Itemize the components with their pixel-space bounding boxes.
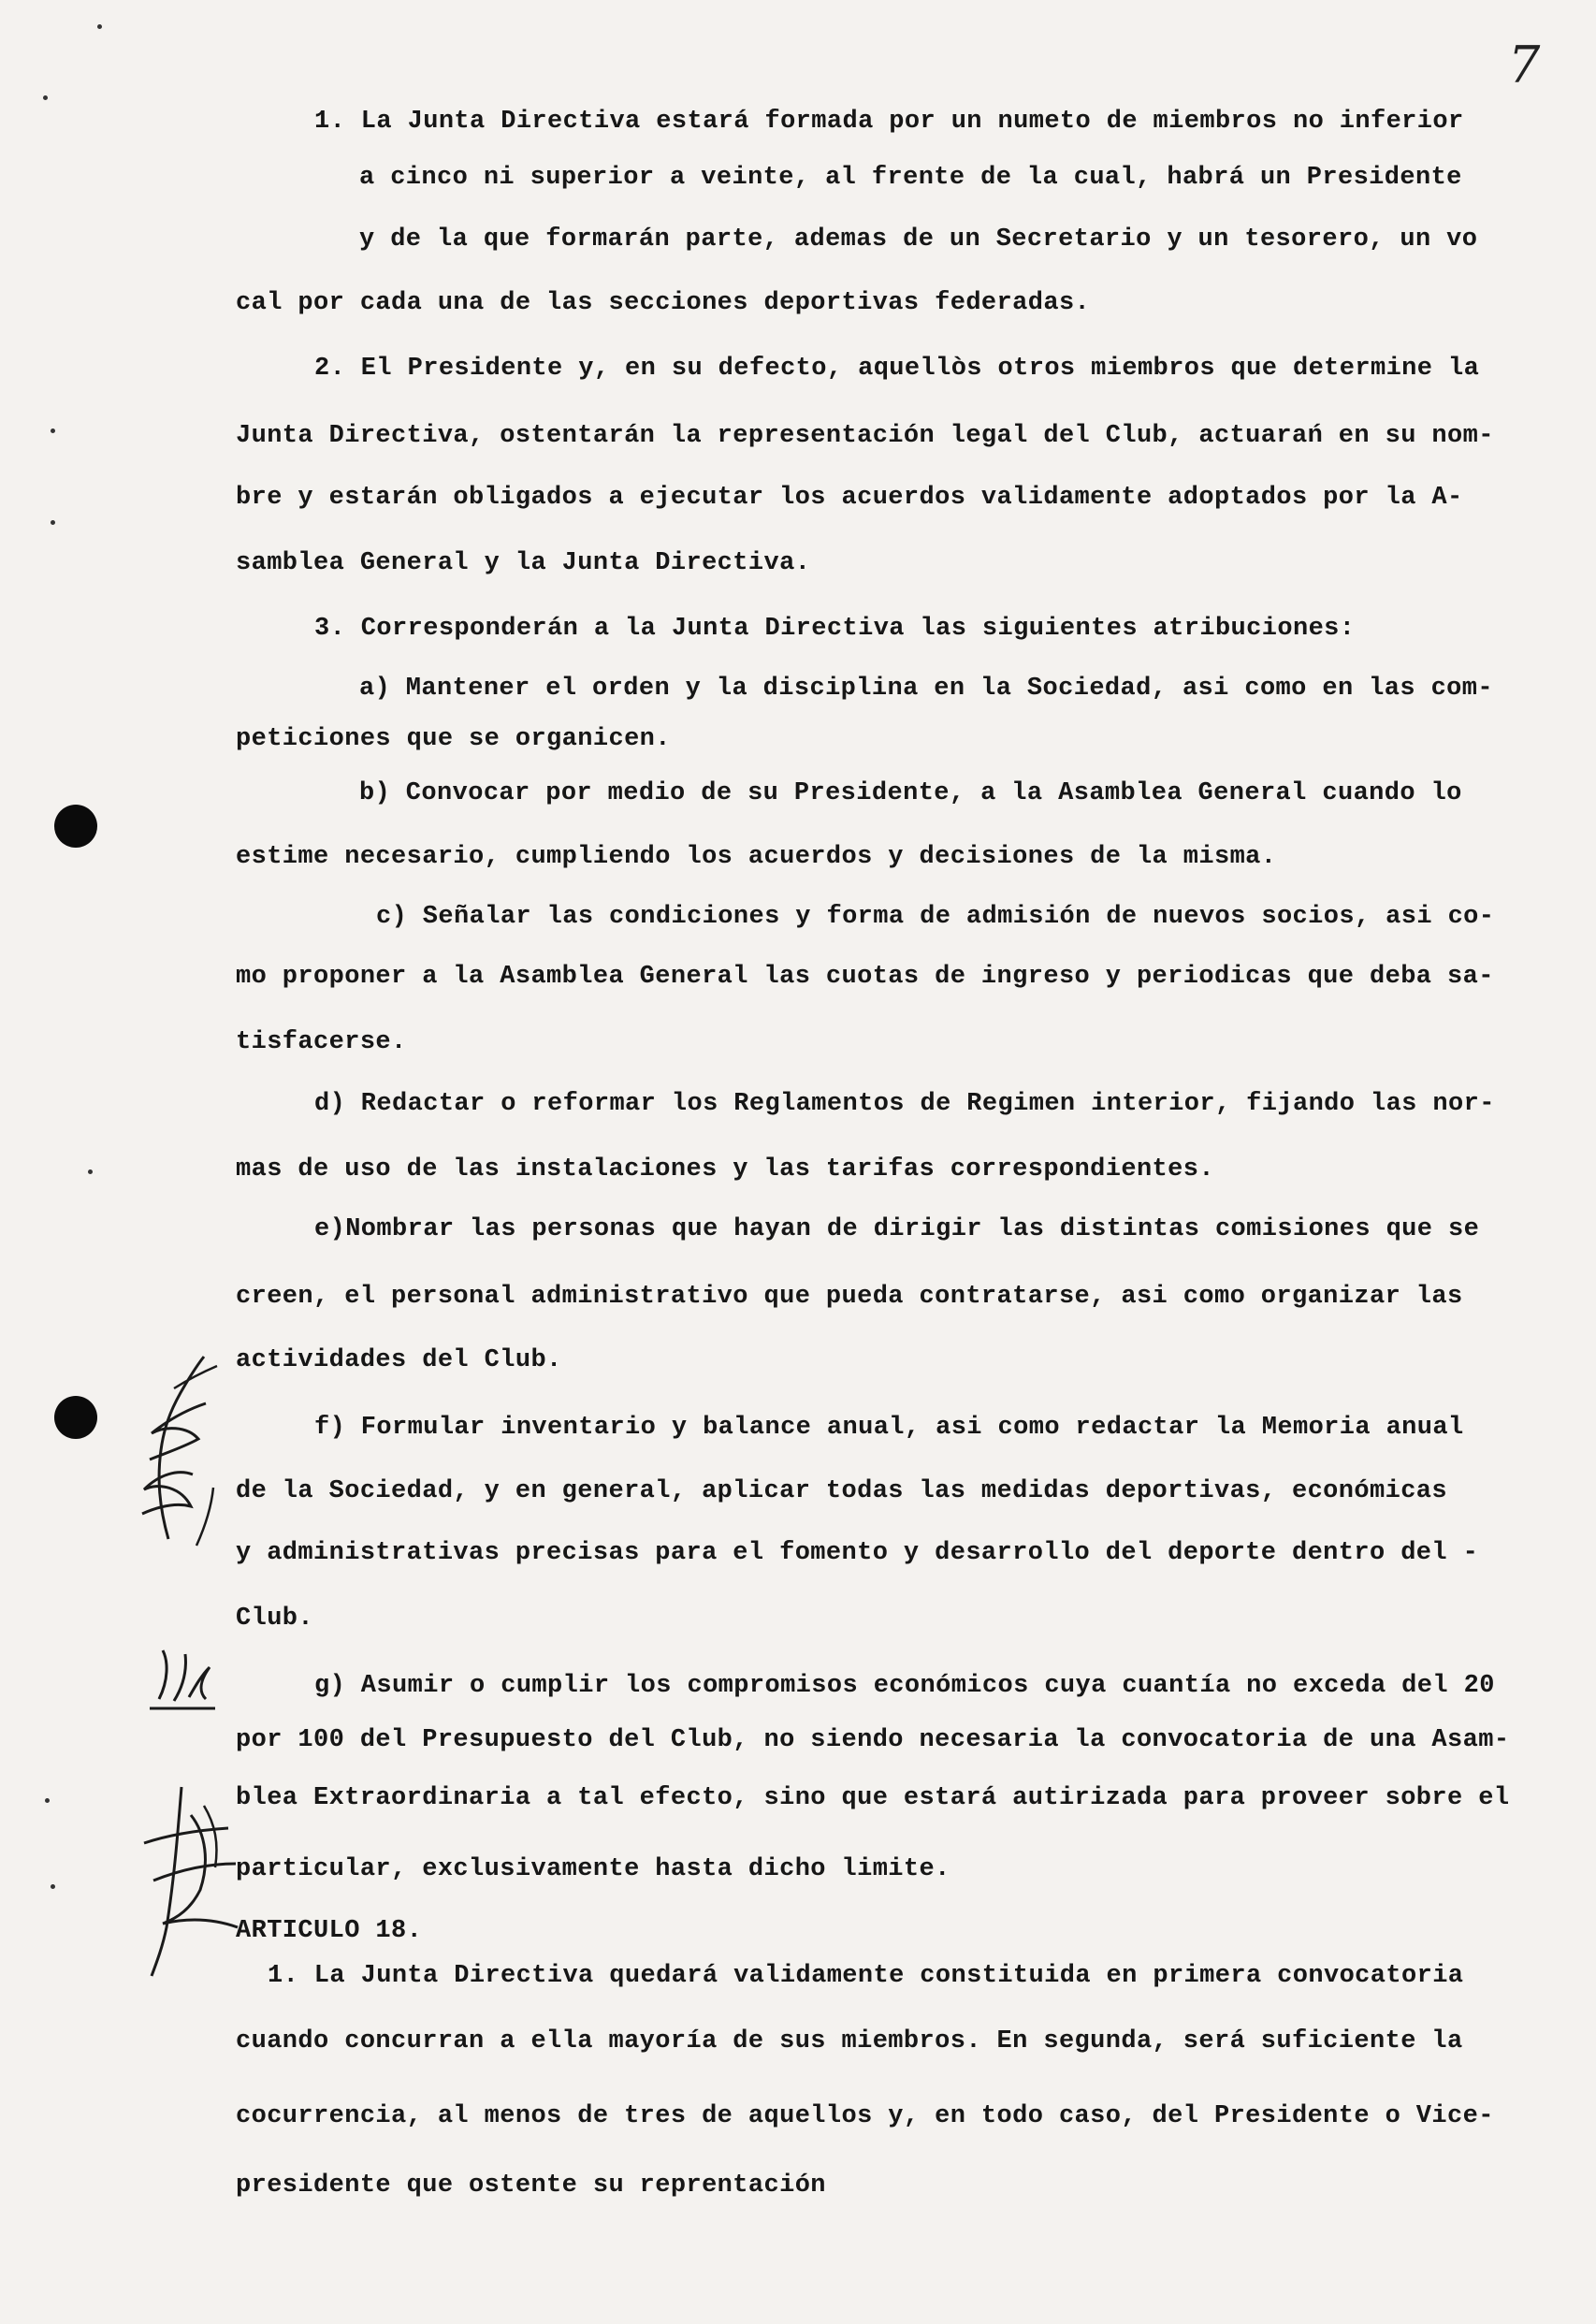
text-line: c) Señalar las condiciones y forma de admisión de nuevos socios, asi co- [376, 903, 1495, 931]
article-heading: ARTICULO 18. [236, 1917, 423, 1945]
handwritten-signature [125, 1778, 247, 1983]
speck [51, 520, 55, 525]
speck [51, 1884, 55, 1889]
text-line: creen, el personal administrativo que pueda contratarse, asi como organizar las [236, 1283, 1463, 1311]
text-line: por 100 del Presupuesto del Club, no siendo necesaria la convocatoria de una Asam- [236, 1726, 1510, 1754]
text-line: estime necesario, cumpliendo los acuerdos y decisiones de la misma. [236, 843, 1277, 871]
text-line: a) Mantener el orden y la disciplina en la Sociedad, asi como en las com- [359, 675, 1493, 703]
text-line: d) Redactar o reformar los Reglamentos de Regimen interior, fijando las nor- [314, 1090, 1495, 1118]
text-line: particular, exclusivamente hasta dicho limite. [236, 1855, 950, 1883]
text-line: e)Nombrar las personas que hayan de dirigir las distintas comisiones que se [314, 1215, 1480, 1243]
speck [88, 1169, 93, 1174]
text-line: bre y estarán obligados a ejecutar los acuerdos validamente adoptados por la A- [236, 484, 1463, 512]
speck [43, 95, 48, 100]
text-line: presidente que ostente su reprentación [236, 2171, 826, 2200]
text-line: cocurrencia, al menos de tres de aquellos y, en todo caso, del Presidente o Vice- [236, 2102, 1494, 2130]
handwritten-initials [140, 1643, 225, 1718]
speck [51, 428, 55, 433]
text-line: peticiones que se organicen. [236, 725, 671, 753]
text-line: actividades del Club. [236, 1346, 562, 1374]
text-line: f) Formular inventario y balance anual, asi como redactar la Memoria anual [314, 1414, 1464, 1442]
text-line: de la Sociedad, y en general, aplicar todas las medidas deportivas, económicas [236, 1477, 1448, 1505]
text-line: a cinco ni superior a veinte, al frente de la cual, habrá un Presidente [359, 164, 1462, 192]
text-line: cuando concurran a ella mayoría de sus miembros. En segunda, será suficiente la [236, 2027, 1463, 2055]
text-line: Club. [236, 1605, 314, 1633]
text-line: blea Extraordinaria a tal efecto, sino que estará autirizada para proveer sobre el [236, 1784, 1510, 1812]
text-line: cal por cada una de las secciones deportivas federadas. [236, 289, 1091, 317]
text-line: mas de uso de las instalaciones y las tarifas correspondientes. [236, 1155, 1214, 1184]
text-line: 2. El Presidente y, en su defecto, aquellòs otros miembros que determine la [314, 355, 1480, 383]
text-line: mo proponer a la Asamblea General las cuotas de ingreso y periodicas que deba sa- [236, 963, 1494, 991]
text-line: Junta Directiva, ostentarán la representación legal del Club, actuarań en su nom- [236, 422, 1494, 450]
handwritten-signature [131, 1347, 234, 1553]
text-line: tisfacerse. [236, 1028, 407, 1056]
page-number: 7 [1508, 36, 1541, 94]
punch-hole [54, 1396, 97, 1439]
text-line: 1. La Junta Directiva estará formada por un numeto de miembros no inferior [314, 108, 1464, 136]
text-line: b) Convocar por medio de su Presidente, a la Asamblea General cuando lo [359, 779, 1462, 807]
speck [45, 1798, 50, 1803]
text-line: 3. Corresponderán a la Junta Directiva las siguientes atribuciones: [314, 615, 1356, 643]
text-line: g) Asumir o cumplir los compromisos económicos cuya cuantía no exceda del 20 [314, 1672, 1495, 1700]
text-line: y administrativas precisas para el fomento y desarrollo del deporte dentro del - [236, 1539, 1479, 1567]
text-line: y de la que formarán parte, ademas de un Secretario y un tesorero, un vo [359, 225, 1478, 254]
speck [97, 24, 102, 29]
text-line: samblea General y la Junta Directiva. [236, 549, 811, 577]
text-line: 1. La Junta Directiva quedará validamente constituida en primera convocatoria [268, 1962, 1464, 1990]
punch-hole [54, 805, 97, 848]
